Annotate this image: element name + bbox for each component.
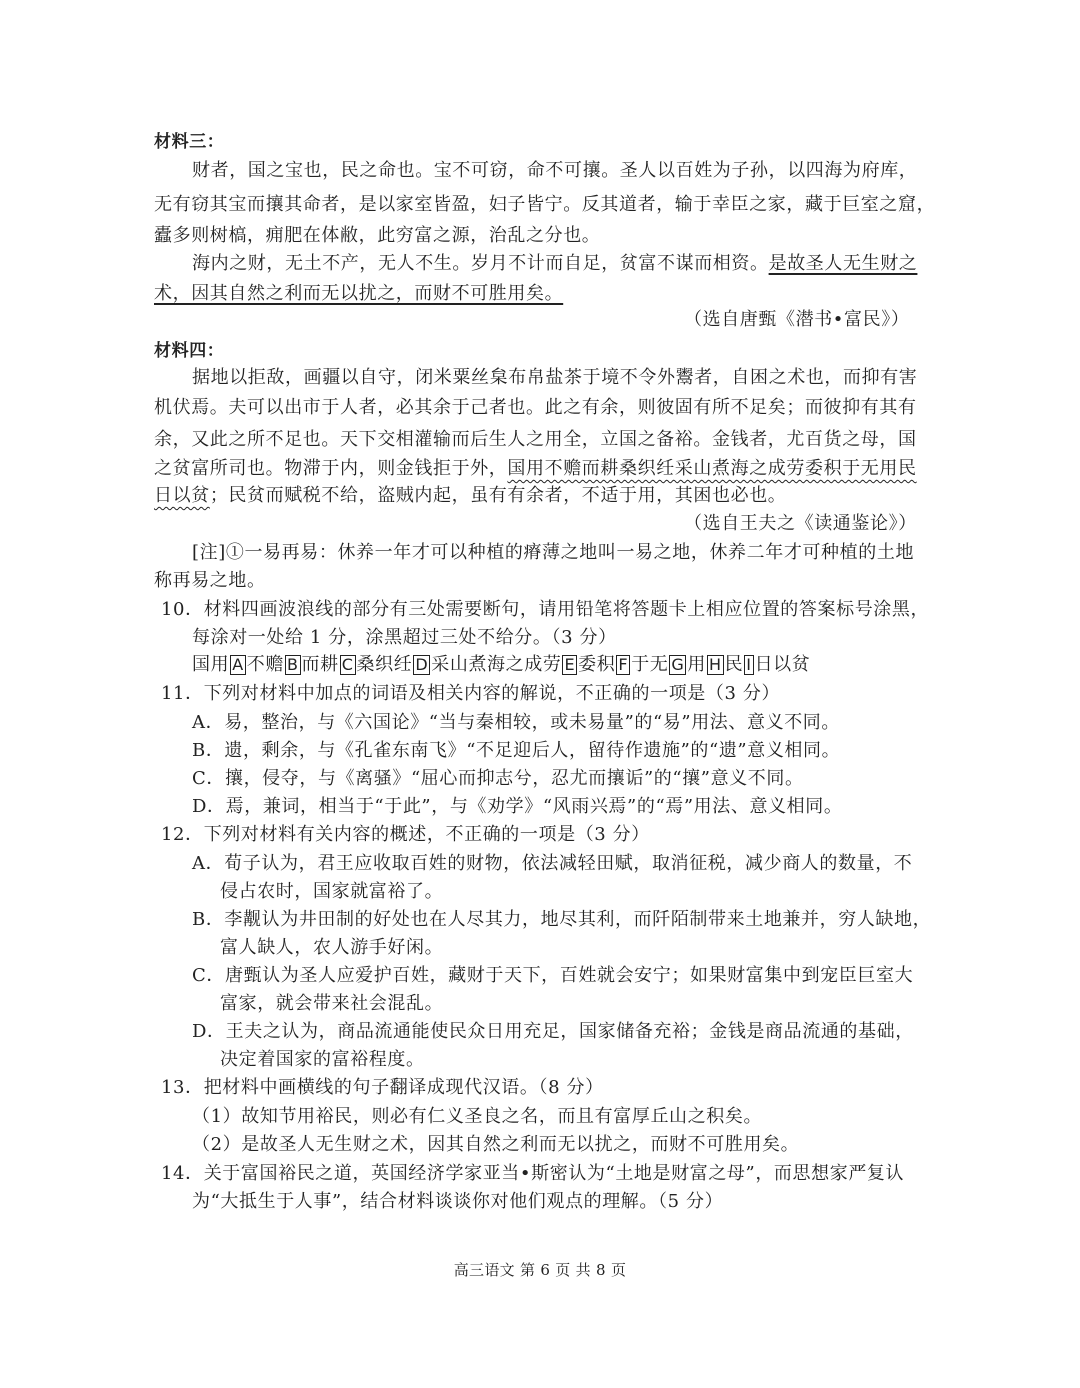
q13-item-2: （2）是故圣人无生财之术，因其自然之利而无以扰之，而财不可胜用矣。 — [192, 1134, 800, 1155]
q12-option-b-cont: 富人缺人，农人游手好闲。 — [220, 937, 444, 958]
q10-segment: 桑织纴 — [356, 654, 413, 675]
page-footer: 高三语文 第 6 页 共 8 页 — [453, 1261, 627, 1279]
material4-line2: 机伏焉。夫可以出市于人者，必其余于己者也。此之有余，则彼固有所不足矣；而彼抑有其有 — [154, 397, 917, 418]
material3-p1-line3: 蠹多则树槁，痈肥在体敝，此穷富之源，治乱之分也。 — [154, 225, 601, 246]
material3-source: （选自唐甄《潜书•富民》） — [684, 309, 910, 330]
q12-stem: 12．下列对材料有关内容的概述，不正确的一项是（3 分） — [161, 824, 650, 845]
q12-option-b[interactable]: B．李觏认为井田制的好处也在人尽其力，地尽其利，而阡陌制带来土地兼并，穷人缺地， — [192, 909, 932, 930]
material3-p1-line1: 财者，国之宝也，民之命也。宝不可窃，命不可攘。圣人以百姓为子孙，以四海为府库， — [192, 160, 918, 181]
q10-option-d[interactable]: D — [415, 655, 429, 674]
material4-line4 — [154, 457, 917, 481]
material3-p2-plain: 海内之财，无土不产，无人不生。岁月不计而自足，贫富不谋而相资。 — [192, 253, 769, 274]
q10-break-options — [192, 653, 810, 677]
q10-segment: 而耕 — [301, 654, 339, 675]
q13-item-1: （1）故知节用裕民，则必有仁义圣良之名，而且有富厚丘山之积矣。 — [192, 1106, 763, 1127]
q10-segment: 日以贫 — [754, 654, 811, 675]
q10-option-h[interactable]: H — [709, 655, 722, 674]
material4-line4-plain: 之贫富所司也。物滞于内，则金钱拒于外， — [154, 458, 508, 479]
material4-line1: 据地以拒敌，画疆以自守，闭米粟丝枲布帛盐茶于境不令外鬻者，自困之术也，而抑有害 — [192, 367, 918, 388]
q11-option-a[interactable]: A．易，整治，与《六国论》“当与秦相较，或未易量”的“易”用法、意义不同。 — [192, 712, 841, 733]
material4-line5 — [154, 484, 786, 508]
q10-segment: 国用 — [192, 654, 230, 675]
q10-option-a[interactable]: A — [232, 655, 244, 674]
q10-option-i[interactable]: I — [746, 655, 752, 674]
material4-source: （选自王夫之《读通鉴论》） — [684, 513, 917, 534]
q10-stem-line1: 10．材料四画波浪线的部分有三处需要断句，请用铅笔将答题卡上相应位置的答案标号涂黑， — [161, 599, 930, 620]
material4-wavy-start: 国用不赡而耕桑织纴采山煮海之成劳委积于无用民 — [507, 458, 917, 479]
q14-stem-line1: 14．关于富国裕民之道，英国经济学家亚当•斯密认为“土地是财富之母”，而思想家严复认 — [161, 1163, 905, 1184]
material3-underlined-end: 术，因其自然之利而无以扰之，而财不可胜用矣。 — [154, 283, 564, 304]
material4-line5-plain: ；民贫而赋税不给，盗贼内起，虽有有余者，不适于用，其困也必也。 — [209, 485, 787, 506]
q12-option-a-cont: 侵占农时，国家就富裕了。 — [220, 881, 444, 902]
material3-p2-line2 — [154, 282, 563, 306]
q14-stem-line2: 为“大抵生于人事”，结合材料谈谈你对他们观点的理解。（5 分） — [192, 1191, 724, 1212]
q10-option-b[interactable]: B — [286, 655, 299, 674]
q11-option-c[interactable]: C．攘，侵夺，与《离骚》“屈心而抑志兮，忍尤而攘诟”的“攘”意义不同。 — [192, 768, 804, 789]
q10-segment: 于无 — [631, 654, 669, 675]
material3-underlined-start: 是故圣人无生财之 — [768, 253, 918, 274]
q10-option-c[interactable]: C — [341, 655, 354, 674]
q10-option-g[interactable]: G — [671, 655, 685, 674]
material4-line3: 余，又此之所不足也。天下交相灌输而后生人之用全，立国之备裕。金钱者，尤百货之母，国 — [154, 429, 917, 450]
note-line2: 称再易之地。 — [154, 570, 266, 591]
q10-segment: 民 — [724, 654, 744, 675]
q12-option-d-cont: 决定着国家的富裕程度。 — [220, 1049, 425, 1070]
q10-segment: 不赡 — [246, 654, 284, 675]
q10-segment: 委积 — [578, 654, 616, 675]
material3-heading: 材料三： — [154, 132, 225, 152]
material4-wavy-end: 日以贫 — [154, 485, 210, 506]
q13-stem: 13．把材料中画横线的句子翻译成现代汉语。（8 分） — [161, 1077, 604, 1098]
q10-segment: 采山煮海之成劳 — [431, 654, 562, 675]
q10-option-e[interactable]: E — [564, 655, 576, 674]
q12-option-a[interactable]: A．荀子认为，君王应收取百姓的财物，依法减轻田赋，取消征税，减少商人的数量，不 — [192, 853, 913, 874]
q10-segment: 用 — [687, 654, 706, 675]
q11-stem: 11．下列对材料中加点的词语及相关内容的解说，不正确的一项是（3 分） — [161, 683, 781, 704]
q11-option-d[interactable]: D．焉，兼词，相当于“于此”，与《劝学》“风雨兴焉”的“焉”用法、意义相同。 — [192, 796, 843, 817]
q12-option-c-cont: 富家，就会带来社会混乱。 — [220, 993, 444, 1014]
material3-p2-line1 — [192, 252, 917, 276]
q11-option-b[interactable]: B．遗，剩余，与《孔雀东南飞》“不足迎后人，留待作遗施”的“遗”意义相同。 — [192, 740, 841, 761]
q10-stem-line2: 每涂对一处给 1 分，涂黑超过三处不给分。（3 分） — [192, 627, 617, 648]
note-line1: [注]①一易再易：休养一年才可以种植的瘠薄之地叫一易之地，休养二年才可种植的土地 — [192, 542, 915, 563]
q12-option-c[interactable]: C．唐甄认为圣人应爱护百姓，藏财于天下，百姓就会安宁；如果财富集中到宠臣巨室大 — [192, 965, 914, 986]
q10-option-f[interactable]: F — [618, 655, 629, 674]
q12-option-d[interactable]: D．王夫之认为，商品流通能使民众日用充足，国家储备充裕；金钱是商品流通的基础， — [192, 1021, 914, 1042]
material3-p1-line2: 无有窃其宝而攘其命者，是以家室皆盈，妇子皆宁。反其道者，输于幸臣之家，藏于巨室之窟， — [154, 194, 936, 215]
material4-heading: 材料四： — [154, 341, 225, 361]
